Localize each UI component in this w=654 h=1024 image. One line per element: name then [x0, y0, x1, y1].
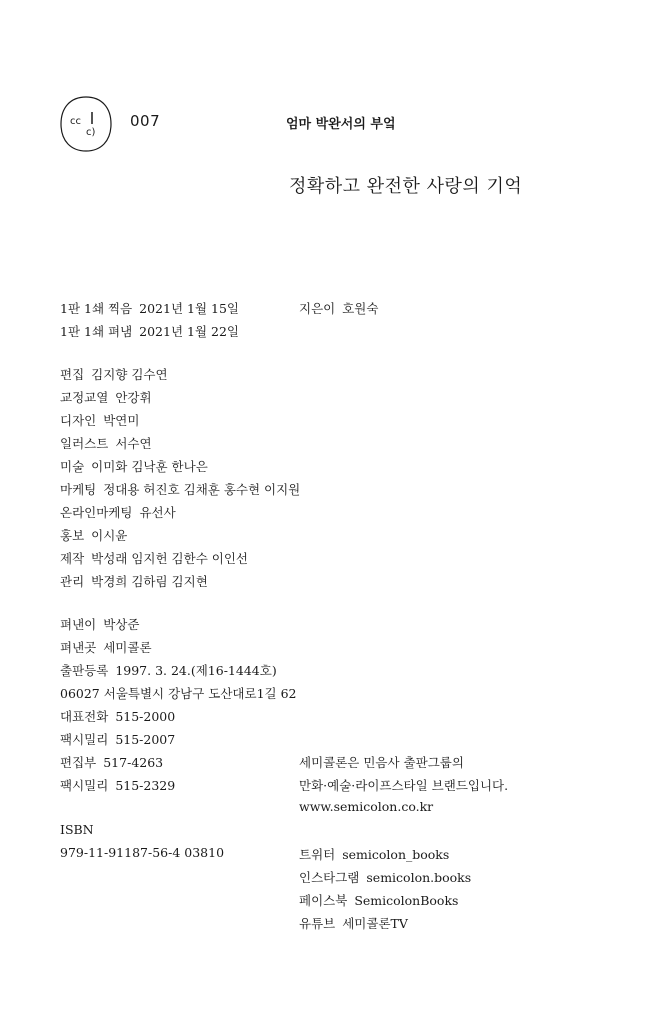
- credit-value: 유선사: [139, 505, 176, 520]
- credit-row: [60, 549, 248, 567]
- credit-value: 이미화 김낙훈 한나은: [91, 459, 208, 474]
- edition-date: 2021년 1월 15일: [139, 301, 239, 316]
- svg-text:cc: cc: [70, 116, 81, 127]
- credit-row: [60, 434, 152, 452]
- address-row: [60, 684, 297, 702]
- credit-row: [60, 388, 152, 406]
- credit-value: 박경희 김하림 김지현: [91, 574, 208, 589]
- credit-row: [60, 365, 168, 383]
- series-number: 007: [130, 112, 161, 130]
- publisher-label: 팩시밀리: [60, 732, 109, 747]
- social-handle: SemicolonBooks: [354, 893, 459, 908]
- credit-label: 홍보: [60, 528, 85, 543]
- publisher-label: 펴낸곳: [60, 640, 97, 655]
- social-handle: 세미콜론TV: [342, 916, 408, 931]
- social-handle: semicolon_books: [342, 847, 450, 862]
- publisher-row: [60, 661, 277, 679]
- semicolon-logo: [58, 94, 114, 154]
- author-name: 호원숙: [342, 301, 379, 316]
- publisher-label: 편집부: [60, 755, 97, 770]
- publisher-value: 박상준: [103, 617, 140, 632]
- credit-row: [60, 503, 176, 521]
- svg-text:c): c): [86, 127, 96, 138]
- social-row: [299, 914, 408, 932]
- publisher-row: [60, 730, 175, 748]
- credit-value: 정대용 허진호 김채훈 홍수현 이지원: [103, 482, 301, 497]
- credit-label: 교정교열: [60, 390, 109, 405]
- edition-label: 1판 1쇄 펴냄: [60, 324, 133, 339]
- social-handle: semicolon.books: [366, 870, 472, 885]
- credit-row: [60, 526, 127, 544]
- publisher-label: 펴낸이: [60, 617, 97, 632]
- credit-value: 김지향 김수연: [91, 367, 168, 382]
- publisher-row: [60, 638, 152, 656]
- publisher-value: 515-2000: [115, 709, 176, 724]
- credit-row: [60, 411, 139, 429]
- social-row: [299, 868, 471, 886]
- credit-label: 미술: [60, 459, 85, 474]
- credit-value: 이시윤: [91, 528, 128, 543]
- edition-row: [60, 322, 239, 340]
- publisher-row: [60, 753, 163, 771]
- publisher-row: [60, 776, 175, 794]
- social-label: 유튜브: [299, 916, 336, 931]
- credit-label: 마케팅: [60, 482, 97, 497]
- credit-value: 박연미: [103, 413, 140, 428]
- credit-label: 편집: [60, 367, 85, 382]
- website-url: www.semicolon.co.kr: [299, 799, 434, 814]
- isbn-value: 979-11-91187-56-4 03810: [60, 845, 225, 860]
- publisher-value: 517-4263: [103, 755, 164, 770]
- edition-date: 2021년 1월 22일: [139, 324, 239, 339]
- brand-line: 세미콜론은 민음사 출판그룹의: [299, 755, 464, 770]
- social-row: [299, 845, 449, 863]
- isbn-label: ISBN: [60, 822, 94, 837]
- credit-label: 제작: [60, 551, 85, 566]
- book-subtitle: 정확하고 완전한 사랑의 기억: [289, 176, 523, 197]
- credit-value: 박성래 임지헌 김한수 이인선: [91, 551, 248, 566]
- publisher-label: 대표전화: [60, 709, 109, 724]
- edition-row: [60, 299, 239, 317]
- publisher-value: 1997. 3. 24.(제16-1444호): [115, 663, 277, 678]
- social-label: 페이스북: [299, 893, 348, 908]
- credit-row: [60, 480, 300, 498]
- credit-label: 일러스트: [60, 436, 109, 451]
- address-value: 06027 서울특별시 강남구 도산대로1길 62: [60, 686, 297, 701]
- social-label: 트위터: [299, 847, 336, 862]
- edition-label: 1판 1쇄 찍음: [60, 301, 133, 316]
- social-row: [299, 891, 458, 909]
- brand-line: 만화·예술·라이프스타일 브랜드입니다.: [299, 778, 509, 793]
- publisher-value: 515-2007: [115, 732, 176, 747]
- publisher-row: [60, 615, 139, 633]
- publisher-value: 세미콜론: [103, 640, 152, 655]
- credit-label: 디자인: [60, 413, 97, 428]
- credit-value: 서수연: [115, 436, 152, 451]
- credit-label: 관리: [60, 574, 85, 589]
- credit-value: 안강휘: [115, 390, 152, 405]
- credit-row: [60, 572, 208, 590]
- publisher-label: 팩시밀리: [60, 778, 109, 793]
- credit-label: 온라인마케팅: [60, 505, 133, 520]
- publisher-value: 515-2329: [115, 778, 176, 793]
- series-title: 엄마 박완서의 부엌: [286, 117, 396, 132]
- publisher-row: [60, 707, 175, 725]
- credit-row: [60, 457, 208, 475]
- publisher-label: 출판등록: [60, 663, 109, 678]
- author-row: [299, 299, 378, 317]
- author-label: 지은이: [299, 301, 336, 316]
- social-label: 인스타그램: [299, 870, 360, 885]
